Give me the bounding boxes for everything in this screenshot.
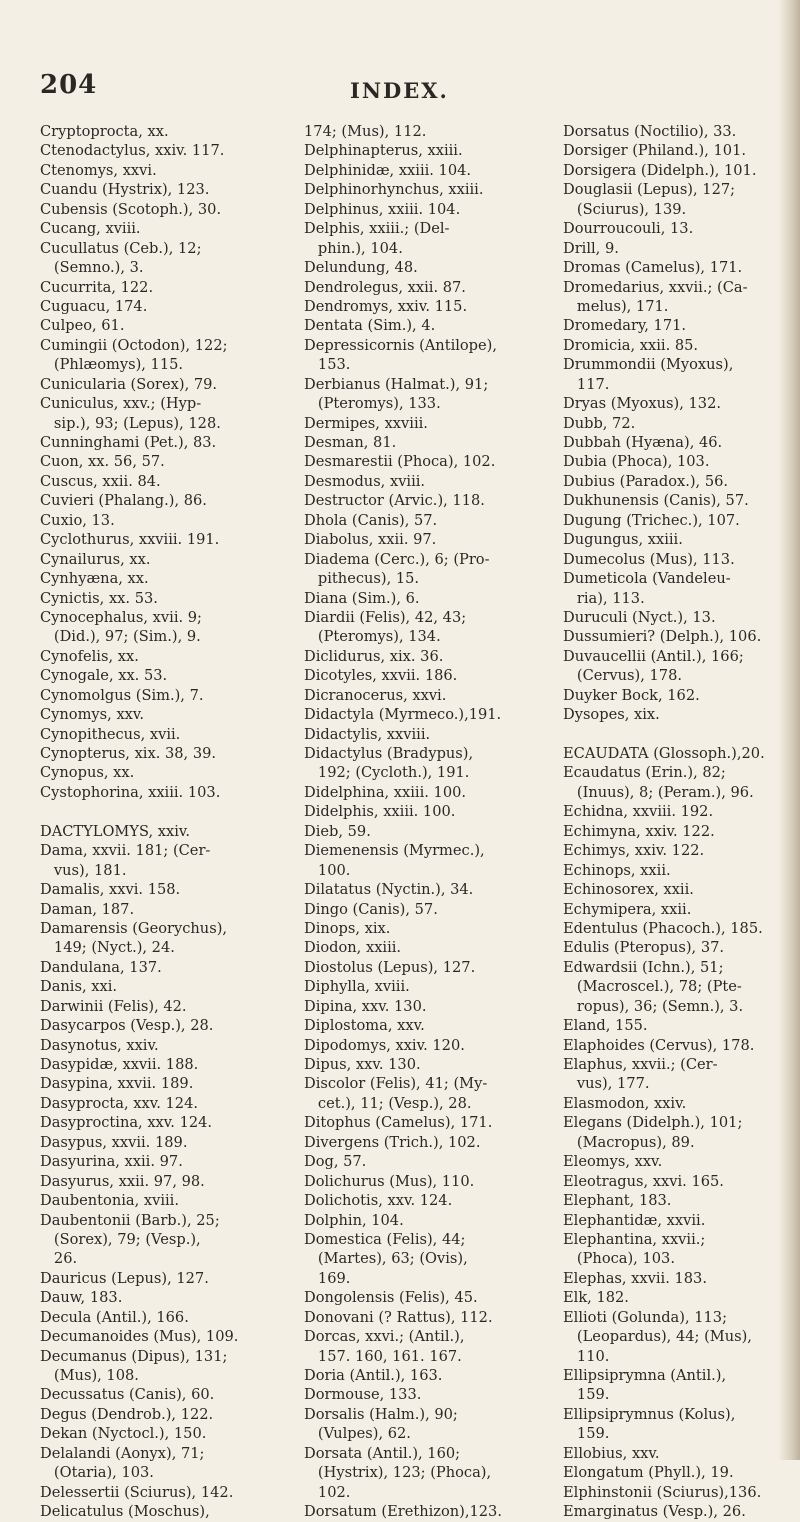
index-entry: Dromas (Camelus), 171. bbox=[563, 259, 743, 277]
index-entry: Dipodomys, xxiv. 120. bbox=[304, 1036, 465, 1054]
index-entry: Dasyurus, xxii. 97, 98. bbox=[40, 1172, 205, 1190]
index-entry: Dussumieri? (Delph.), 106. bbox=[563, 628, 762, 646]
index-entry: Desman, 81. bbox=[304, 434, 397, 451]
index-entry: Damarensis (Georychus), bbox=[40, 919, 228, 937]
index-entry: Cyclothurus, xxviii. 191. bbox=[40, 531, 220, 549]
index-entry: Cunicularia (Sorex), 79. bbox=[40, 375, 218, 393]
index-entry: Diostolus (Lepus), 127. bbox=[304, 958, 476, 976]
index-entry: Dieb, 59. bbox=[304, 822, 371, 840]
index-entry: Cynopithecus, xvii. bbox=[40, 725, 181, 743]
index-entry: Cynhyæna, xx. bbox=[40, 570, 149, 588]
index-entry: Cumingii (Octodon), 122; bbox=[40, 336, 228, 354]
index-entry: Dolichurus (Mus), 110. bbox=[304, 1172, 475, 1190]
index-entry: Diana (Sim.), 6. bbox=[304, 589, 420, 607]
page-number: 204 bbox=[40, 70, 98, 100]
index-entry: Dingo (Canis), 57. bbox=[304, 900, 438, 918]
index-entry: Degus (Dendrob.), 122. bbox=[40, 1405, 214, 1423]
index-entry: Cynictis, xx. 53. bbox=[40, 589, 158, 607]
index-entry: Edwardsii (Ichn.), 51; bbox=[563, 958, 724, 976]
index-entry: Cynogale, xx. 53. bbox=[40, 667, 168, 685]
index-entry: (Macroscel.), 78; (Pte- bbox=[563, 978, 742, 996]
index-entry: Elephantina, xxvii.; bbox=[563, 1230, 706, 1248]
index-entry: 100. bbox=[304, 861, 351, 879]
index-entry: Cucurrita, 122. bbox=[40, 278, 154, 296]
index-entry: (Cervus), 178. bbox=[563, 667, 682, 685]
index-entry: (Phlæomys), 115. bbox=[40, 356, 184, 374]
index-entry: DACTYLOMYS, xxiv. bbox=[40, 822, 191, 840]
index-entry: Dromicia, xxii. 85. bbox=[563, 336, 699, 354]
index-entry: Delphinidæ, xxiii. 104. bbox=[304, 161, 472, 179]
index-entry: ECAUDATA (Glossoph.),20. bbox=[563, 745, 765, 762]
index-entry: Discolor (Felis), 41; (My- bbox=[304, 1075, 488, 1093]
index-entry: Diphylla, xviii. bbox=[304, 978, 410, 996]
index-entry: Cynopus, xx. bbox=[40, 764, 135, 782]
index-entry: Cucullatus (Ceb.), 12; bbox=[40, 239, 202, 257]
index-entry: Dasypidæ, xxvii. 188. bbox=[40, 1056, 199, 1073]
index-entry: Dasycarpos (Vesp.), 28. bbox=[40, 1017, 214, 1035]
index-entry: 192; (Cycloth.), 191. bbox=[304, 764, 470, 782]
index-entry: Ellobius, xxv. bbox=[563, 1444, 660, 1462]
index-entry: Dorsigera (Didelph.), 101. bbox=[563, 161, 757, 179]
index-entry: Cuscus, xxii. 84. bbox=[40, 472, 161, 490]
index-entry: phin.), 104. bbox=[304, 239, 403, 257]
index-entry: Elephas, xxvii. 183. bbox=[563, 1269, 707, 1287]
index-entry: Cynopterus, xix. 38, 39. bbox=[40, 745, 217, 762]
index-entry: (Did.), 97; (Sim.), 9. bbox=[40, 628, 201, 646]
index-entry: Dipina, xxv. 130. bbox=[304, 997, 427, 1015]
index-entry: (Sorex), 79; (Vesp.), bbox=[40, 1230, 201, 1248]
index-entry: Ellipsiprymnus (Kolus), bbox=[563, 1405, 736, 1423]
index-entry: Dicotyles, xxvii. 186. bbox=[304, 667, 458, 685]
index-entry: Cuxio, 13. bbox=[40, 511, 115, 529]
index-entry: 157. 160, 161. 167. bbox=[304, 1347, 462, 1365]
index-entry: Dasynotus, xxiv. bbox=[40, 1036, 159, 1054]
index-entry: Echidna, xxviii. 192. bbox=[563, 803, 714, 821]
index-entry: Ctenodactylus, xxiv. 117. bbox=[40, 142, 225, 160]
index-entry: Didelphina, xxiii. 100. bbox=[304, 783, 467, 801]
index-entry: Ellipsiprymna (Antil.), bbox=[563, 1367, 727, 1384]
index-entry: Dasyprocta, xxv. 124. bbox=[40, 1094, 199, 1112]
index-entry: Delicatulus (Moschus), bbox=[40, 1503, 210, 1521]
index-entry: Drummondii (Myoxus), bbox=[563, 356, 734, 374]
index-entry: (Pteromys), 134. bbox=[304, 628, 441, 646]
index-entry: Echinops, xxii. bbox=[563, 861, 671, 879]
index-entry: (Mus), 108. bbox=[40, 1367, 139, 1384]
index-entry: 26. bbox=[40, 1250, 78, 1268]
index-entry: ropus), 36; (Semn.), 3. bbox=[563, 997, 744, 1015]
index-entry: Desmarestii (Phoca), 102. bbox=[304, 453, 496, 471]
index-entry: Dekan (Nyctocl.), 150. bbox=[40, 1425, 207, 1443]
index-entry: Daubentonia, xviii. bbox=[40, 1192, 179, 1210]
index-entry: ria), 113. bbox=[563, 589, 645, 607]
index-entry: Echimyna, xxiv. 122. bbox=[563, 822, 715, 840]
index-entry: sip.), 93; (Lepus), 128. bbox=[40, 414, 221, 432]
index-entry: Culpeo, 61. bbox=[40, 317, 125, 335]
index-entry: Diodon, xxiii. bbox=[304, 939, 402, 957]
index-entry: Duvaucellii (Antil.), 166; bbox=[563, 647, 744, 665]
index-entry: Didelphis, xxiii. 100. bbox=[304, 803, 456, 821]
index-entry: Cuvieri (Phalang.), 86. bbox=[40, 492, 207, 510]
index-entry: 169. bbox=[304, 1269, 351, 1287]
index-entry: Decumanoides (Mus), 109. bbox=[40, 1328, 239, 1346]
index-entry: Dourroucouli, 13. bbox=[563, 220, 694, 238]
index-entry: Eleomys, xxv. bbox=[563, 1153, 663, 1171]
index-entry: Elephantidæ, xxvii. bbox=[563, 1211, 706, 1229]
index-entry: Delessertii (Sciurus), 142. bbox=[40, 1483, 234, 1501]
index-entry: Dipus, xxv. 130. bbox=[304, 1056, 421, 1073]
index-entry: Depressicornis (Antilope), bbox=[304, 336, 497, 354]
index-entry: Echymipera, xxii. bbox=[563, 900, 692, 918]
index-entry: Dicranocerus, xxvi. bbox=[304, 686, 447, 704]
index-entry: Cryptoprocta, xx. bbox=[40, 123, 169, 140]
index-entry: Dryas (Myoxus), 132. bbox=[563, 395, 722, 413]
index-entry: Duruculi (Nyct.), 13. bbox=[563, 608, 716, 626]
index-entry: Elaphoides (Cervus), 178. bbox=[563, 1036, 755, 1054]
index-entry: 102. bbox=[304, 1483, 351, 1501]
index-entry: Dubbah (Hyæna), 46. bbox=[563, 434, 723, 451]
index-entry: Didactylis, xxviii. bbox=[304, 725, 431, 743]
index-entry: Didactyla (Myrmeco.),191. bbox=[304, 706, 502, 724]
index-entry: Cuon, xx. 56, 57. bbox=[40, 453, 165, 471]
index-entry: Didactylus (Bradypus), bbox=[304, 745, 474, 762]
index-entry: Cubensis (Scotoph.), 30. bbox=[40, 200, 222, 218]
index-entry: Delalandi (Aonyx), 71; bbox=[40, 1444, 205, 1462]
index-entry: Dilatatus (Nyctin.), 34. bbox=[304, 881, 474, 899]
index-entry: 174; (Mus), 112. bbox=[304, 123, 427, 140]
index-entry: vus), 177. bbox=[563, 1075, 650, 1093]
index-entry: Dentata (Sim.), 4. bbox=[304, 317, 436, 335]
index-entry: Daman, 187. bbox=[40, 900, 135, 918]
index-entry: Dugung (Trichec.), 107. bbox=[563, 511, 740, 529]
index-entry: 153. bbox=[304, 356, 351, 374]
index-entry: (Hystrix), 123; (Phoca), bbox=[304, 1464, 492, 1482]
index-entry: Desmodus, xviii. bbox=[304, 472, 426, 490]
index-entry: Cynofelis, xx. bbox=[40, 647, 139, 665]
index-entry: (Phoca), 103. bbox=[563, 1250, 675, 1268]
index-entry: Dorsiger (Philand.), 101. bbox=[563, 142, 747, 160]
index-column-1 bbox=[40, 122, 238, 1522]
index-entry: Divergens (Trich.), 102. bbox=[304, 1133, 481, 1151]
index-entry: Ecaudatus (Erin.), 82; bbox=[563, 764, 726, 782]
index-entry: 110. bbox=[563, 1347, 610, 1365]
index-entry: Dermipes, xxviii. bbox=[304, 414, 428, 432]
index-entry: Diadema (Cerc.), 6; (Pro- bbox=[304, 550, 490, 568]
index-entry: Edentulus (Phacoch.), 185. bbox=[563, 919, 763, 937]
section-gap bbox=[40, 802, 238, 821]
index-entry: Delundung, 48. bbox=[304, 259, 418, 277]
index-entry: Dubia (Phoca), 103. bbox=[563, 453, 710, 471]
index-entry: Diclidurus, xix. 36. bbox=[304, 647, 444, 665]
index-entry: Drill, 9. bbox=[563, 239, 619, 257]
index-entry: Decumanus (Dipus), 131; bbox=[40, 1347, 228, 1365]
index-entry: Dugungus, xxiii. bbox=[563, 531, 683, 549]
index-entry: (Inuus), 8; (Peram.), 96. bbox=[563, 783, 754, 801]
index-entry: Ellioti (Golunda), 113; bbox=[563, 1308, 728, 1326]
index-entry: Decula (Antil.), 166. bbox=[40, 1308, 189, 1326]
index-entry: Delphinorhynchus, xxiii. bbox=[304, 181, 484, 199]
index-entry: Darwinii (Felis), 42. bbox=[40, 997, 187, 1015]
index-entry: Delphis, xxiii.; (Del- bbox=[304, 220, 450, 238]
index-entry: Dubius (Paradox.), 56. bbox=[563, 472, 729, 490]
index-entry: Dorcas, xxvi.; (Antil.), bbox=[304, 1328, 465, 1346]
index-entry: Dubb, 72. bbox=[563, 414, 636, 432]
index-entry: Dauw, 183. bbox=[40, 1289, 123, 1307]
index-entry: Elongatum (Phyll.), 19. bbox=[563, 1464, 734, 1482]
page-edge-shadow bbox=[778, 0, 800, 1460]
index-entry: Elaphus, xxvii.; (Cer- bbox=[563, 1056, 718, 1073]
section-gap bbox=[563, 725, 765, 744]
index-entry: Dumeticola (Vandeleu- bbox=[563, 570, 731, 588]
index-column-3 bbox=[563, 122, 765, 1522]
index-column-2 bbox=[304, 122, 502, 1522]
index-entry: Diemenensis (Myrmec.), bbox=[304, 842, 485, 860]
index-entry: Dorsalis (Halm.), 90; bbox=[304, 1405, 458, 1423]
index-entry: melus), 171. bbox=[563, 297, 669, 315]
index-entry: Dysopes, xix. bbox=[563, 706, 660, 724]
index-entry: Destructor (Arvic.), 118. bbox=[304, 492, 485, 510]
index-entry: vus), 181. bbox=[40, 861, 127, 879]
index-entry: Donovani (? Rattus), 112. bbox=[304, 1308, 493, 1326]
running-title: INDEX. bbox=[350, 78, 449, 103]
index-entry: Dongolensis (Felis), 45. bbox=[304, 1289, 478, 1307]
index-entry: Dolichotis, xxv. 124. bbox=[304, 1192, 453, 1210]
index-entry: Dauricus (Lepus), 127. bbox=[40, 1269, 209, 1287]
index-entry: Dendrolegus, xxii. 87. bbox=[304, 278, 466, 296]
index-entry: Dorsatus (Noctilio), 33. bbox=[563, 123, 737, 140]
index-entry: (Sciurus), 139. bbox=[563, 200, 687, 218]
index-entry: Dolphin, 104. bbox=[304, 1211, 404, 1229]
index-entry: Dumecolus (Mus), 113. bbox=[563, 550, 735, 568]
index-entry: 159. bbox=[563, 1425, 610, 1443]
index-entry: Elk, 182. bbox=[563, 1289, 629, 1307]
index-entry: Diardii (Felis), 42, 43; bbox=[304, 608, 467, 626]
index-entry: Dinops, xix. bbox=[304, 919, 391, 937]
index-entry: Domestica (Felis), 44; bbox=[304, 1230, 466, 1248]
index-entry: Dhola (Canis), 57. bbox=[304, 511, 438, 529]
index-entry: 159. bbox=[563, 1386, 610, 1404]
index-entry: Ctenomys, xxvi. bbox=[40, 161, 157, 179]
index-entry: Elephant, 183. bbox=[563, 1192, 672, 1210]
index-entry: Decussatus (Canis), 60. bbox=[40, 1386, 215, 1404]
index-entry: Dorsata (Antil.), 160; bbox=[304, 1444, 461, 1462]
index-entry: Douglasii (Lepus), 127; bbox=[563, 181, 736, 199]
index-entry: Edulis (Pteropus), 37. bbox=[563, 939, 725, 957]
index-entry: (Vulpes), 62. bbox=[304, 1425, 411, 1443]
index-entry: Derbianus (Halmat.), 91; bbox=[304, 375, 489, 393]
index-entry: Cunninghami (Pet.), 83. bbox=[40, 434, 217, 451]
index-entry: Dama, xxvii. 181; (Cer- bbox=[40, 842, 211, 860]
index-entry: Elasmodon, xxiv. bbox=[563, 1094, 687, 1112]
index-entry: Dasypus, xxvii. 189. bbox=[40, 1133, 188, 1151]
index-entry: Dukhunensis (Canis), 57. bbox=[563, 492, 749, 510]
index-entry: pithecus), 15. bbox=[304, 570, 420, 588]
index-entry: Dandulana, 137. bbox=[40, 958, 162, 976]
index-entry: cet.), 11; (Vesp.), 28. bbox=[304, 1094, 472, 1112]
index-entry: Cystophorina, xxiii. 103. bbox=[40, 783, 221, 801]
index-entry: Dog, 57. bbox=[304, 1153, 367, 1171]
index-entry: Dormouse, 133. bbox=[304, 1386, 422, 1404]
index-entry: Cynomolgus (Sim.), 7. bbox=[40, 686, 204, 704]
index-entry: (Pteromys), 133. bbox=[304, 395, 441, 413]
index-entry: 149; (Nyct.), 24. bbox=[40, 939, 175, 957]
index-entry: Cuandu (Hystrix), 123. bbox=[40, 181, 210, 199]
index-entry: Diplostoma, xxv. bbox=[304, 1017, 425, 1035]
index-entry: Diabolus, xxii. 97. bbox=[304, 531, 437, 549]
index-entry: Dasyurina, xxii. 97. bbox=[40, 1153, 183, 1171]
index-entry: Emarginatus (Vesp.), 26. bbox=[563, 1503, 746, 1521]
index-entry: Dorsatum (Erethizon),123. bbox=[304, 1503, 502, 1521]
index-entry: Ditophus (Camelus), 171. bbox=[304, 1114, 493, 1132]
index-entry: Dasyproctina, xxv. 124. bbox=[40, 1114, 213, 1132]
index-entry: Daubentonii (Barb.), 25; bbox=[40, 1211, 220, 1229]
index-entry: Delphinapterus, xxiii. bbox=[304, 142, 463, 160]
index-entry: Echimys, xxiv. 122. bbox=[563, 842, 705, 860]
index-entry: Eland, 155. bbox=[563, 1017, 648, 1035]
index-entry: Cynomys, xxv. bbox=[40, 706, 145, 724]
index-entry: (Leopardus), 44; (Mus), bbox=[563, 1328, 752, 1346]
index-entry: Echinosorex, xxii. bbox=[563, 881, 694, 899]
index-entry: Doria (Antil.), 163. bbox=[304, 1367, 443, 1384]
index-entry: Eleotragus, xxvi. 165. bbox=[563, 1172, 724, 1190]
index-entry: (Otaria), 103. bbox=[40, 1464, 154, 1482]
index-entry: Cuniculus, xxv.; (Hyp- bbox=[40, 395, 202, 413]
index-entry: Dromedary, 171. bbox=[563, 317, 687, 335]
index-entry: Dasypina, xxvii. 189. bbox=[40, 1075, 194, 1093]
index-entry: (Martes), 63; (Ovis), bbox=[304, 1250, 468, 1268]
index-entry: Duyker Bock, 162. bbox=[563, 686, 700, 704]
index-entry: (Semno.), 3. bbox=[40, 259, 144, 277]
index-entry: Elegans (Didelph.), 101; bbox=[563, 1114, 743, 1132]
index-entry: Damalis, xxvi. 158. bbox=[40, 881, 181, 899]
index-entry: Dendromys, xxiv. 115. bbox=[304, 297, 468, 315]
index-entry: Cuguacu, 174. bbox=[40, 297, 148, 315]
index-entry: Delphinus, xxiii. 104. bbox=[304, 200, 461, 218]
index-entry: (Macropus), 89. bbox=[563, 1133, 695, 1151]
index-entry: Danis, xxi. bbox=[40, 978, 118, 996]
index-entry: Cynailurus, xx. bbox=[40, 550, 151, 568]
index-entry: Cucang, xviii. bbox=[40, 220, 141, 238]
index-entry: 117. bbox=[563, 375, 610, 393]
index-entry: Elphinstonii (Sciurus),136. bbox=[563, 1483, 762, 1501]
index-entry: Dromedarius, xxvii.; (Ca- bbox=[563, 278, 748, 296]
index-entry: Cynocephalus, xvii. 9; bbox=[40, 608, 202, 626]
